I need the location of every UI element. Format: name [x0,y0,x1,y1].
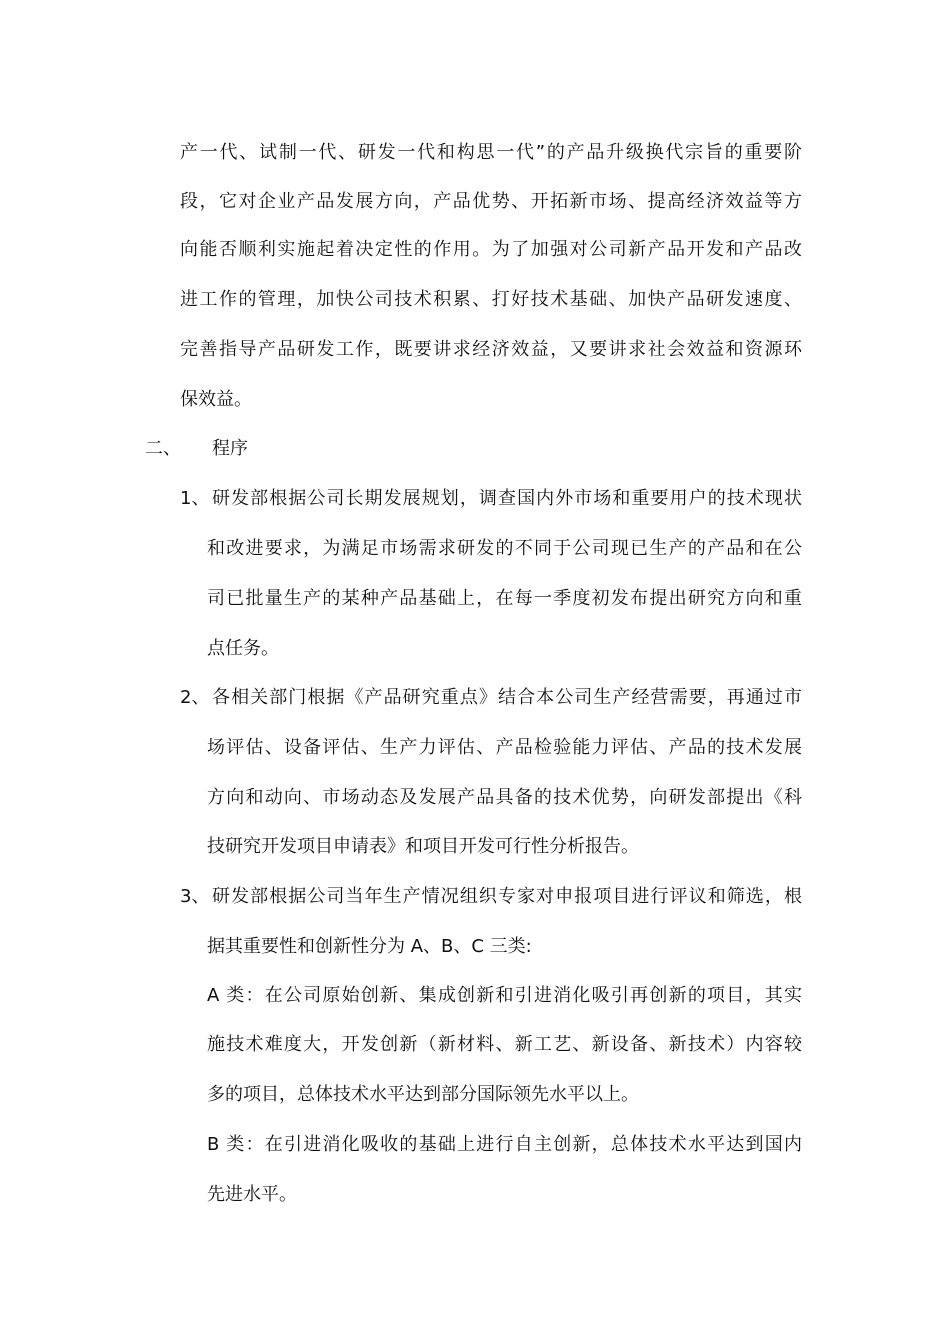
item-2-line-3: 方向和动向、市场动态及发展产品具备的技术优势，向研发部提出《科 [207,787,802,808]
intro-line-5: 完善指导产品研发工作，既要讲求经济效益，又要讲求社会效益和资源环 [180,339,802,360]
item-2-line-1: 各相关部门根据《产品研究重点》结合本公司生产经营需要，再通过市 [212,687,802,708]
intro-line-2: 段，它对企业产品发展方向，产品优势、开拓新市场、提高经济效益等方 [180,191,802,212]
intro-line-4: 进工作的管理，加快公司技术积累、打好技术基础、加快产品研发速度、 [180,289,802,310]
class-b-line-2: 先进水平。 [207,1184,297,1205]
class-a-line-1: A 类：在公司原始创新、集成创新和引进消化吸引再创新的项目，其实 [207,985,802,1006]
section-title: 程序 [212,438,248,459]
class-b-line-1: B 类：在引进消化吸收的基础上进行自主创新，总体技术水平达到国内 [207,1134,802,1155]
item-1-line-1: 研发部根据公司长期发展规划，调查国内外市场和重要用户的技术现状 [212,488,802,509]
item-2-line-4: 技研究开发项目申请表》和项目开发可行性分析报告。 [207,836,639,857]
item-3-line-1: 研发部根据公司当年生产情况组织专家对申报项目进行评议和筛选，根 [212,886,802,907]
intro-line-3: 向能否顺利实施起着决定性的作用。为了加强对公司新产品开发和产品改 [180,239,802,260]
item-3-line-2: 据其重要性和创新性分为 A、B、C 三类: [207,936,532,957]
section-number: 二、 [145,438,181,459]
item-1-line-2: 和改进要求，为满足市场需求研发的不同于公司现已生产的产品和在公 [207,538,802,559]
item-2-number: 2、 [180,687,210,708]
intro-line-6: 保效益。 [180,389,252,410]
class-a-line-3: 多的项目，总体技术水平达到部分国际领先水平以上。 [207,1084,639,1105]
item-1-line-3: 司已批量生产的某种产品基础上，在每一季度初发布提出研究方向和重 [207,588,802,609]
item-3-number: 3、 [180,886,210,907]
item-1-number: 1、 [180,488,210,509]
item-2-line-2: 场评估、设备评估、生产力评估、产品检验能力评估、产品的技术发展 [207,737,802,758]
class-a-line-2: 施技术难度大，开发创新（新材料、新工艺、新设备、新技术）内容较 [207,1034,802,1055]
intro-line-1: 产一代、试制一代、研发一代和构思一代”的产品升级换代宗旨的重要阶 [180,142,802,163]
item-1-line-4: 点任务。 [207,638,279,659]
